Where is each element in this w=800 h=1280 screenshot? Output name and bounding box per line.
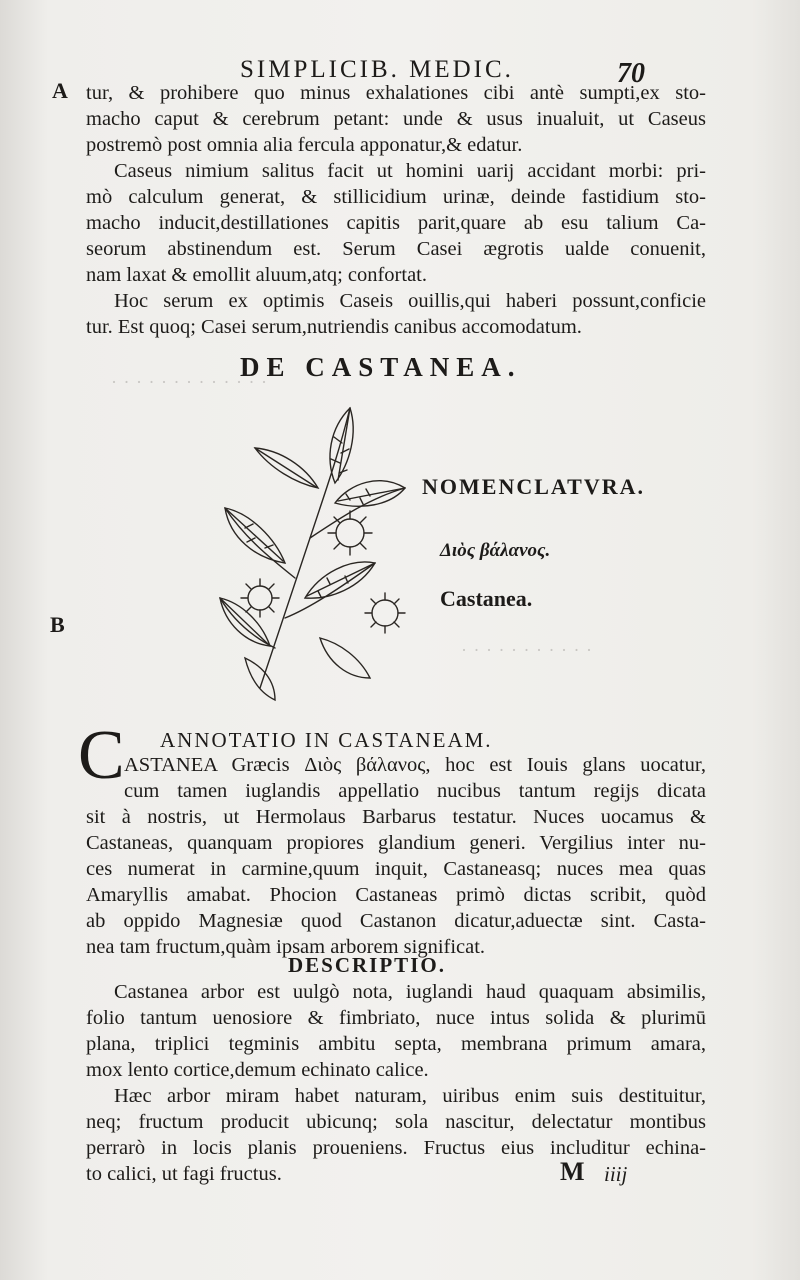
greek-name: Διὸς βάλανος. bbox=[440, 540, 551, 561]
text-line: ASTANEA Græcis Διὸς βάλανος, hoc est Iouis glans uocatur, bbox=[124, 754, 706, 776]
text-line: tur, & prohibere quo minus exhalationes cibi antè sumpti,ex sto- bbox=[86, 82, 706, 104]
show-through-decoration: · · · · · · · · · · · · · bbox=[110, 372, 267, 392]
latin-name: Castanea. bbox=[440, 586, 533, 611]
description-title: DESCRIPTIO. bbox=[288, 953, 446, 977]
text-line: to calici, ut fagi fructus. bbox=[86, 1163, 282, 1185]
annotation-text-block bbox=[86, 752, 706, 960]
text-line: tur. Est quoq; Casei serum,nutriendis canibus accomodatum. bbox=[86, 316, 582, 338]
text-line: seorum abstinendum est. Serum Casei ægrotis ualde conuenit, bbox=[86, 238, 706, 260]
margin-letter-b: B bbox=[50, 612, 65, 637]
text-line: macho caput & cerebrum petant: unde & usus inualuit, ut Caseus bbox=[86, 108, 706, 130]
text-line: folio tantum uenosiore & fimbriato, nuce intus solida & plurimū bbox=[86, 1007, 706, 1029]
castanea-woodcut-illustration bbox=[200, 388, 430, 713]
signature-mark: M bbox=[560, 1157, 585, 1186]
top-text-block bbox=[86, 80, 706, 340]
text-line: neq; fructum producit ubicunq; sola nascitur, delectatur montibus bbox=[86, 1111, 706, 1133]
nomenclature-heading: NOMENCLATVRA. bbox=[422, 474, 645, 499]
text-line: Castaneas, quanquam propiores glandium generi. Vergilius inter nu- bbox=[86, 832, 706, 854]
text-line: nam laxat & emollit aluum,atq; confortat. bbox=[86, 264, 428, 286]
text-line: sit à nostris, ut Hermolaus Barbarus testatur. Nuces uocamus & bbox=[86, 806, 706, 828]
text-line: mox lento cortice,demum echinato calice. bbox=[86, 1059, 429, 1081]
show-through-decoration: · · · · · · · · · · · bbox=[460, 640, 592, 660]
running-head: SIMPLICIB. MEDIC. bbox=[240, 56, 514, 83]
text-line: mò calculum generat, & stillicidium urinæ, deinde fastidium sto- bbox=[86, 186, 706, 208]
text-line: Castanea arbor est uulgò nota, iuglandi haud quaquam absimilis, bbox=[114, 981, 706, 1003]
text-line: ab oppido Magnesiæ quod Castanon dicatur,aduectæ sint. Casta- bbox=[86, 910, 706, 932]
drop-cap: C bbox=[78, 717, 125, 794]
folio-number: 70 bbox=[617, 58, 645, 89]
text-line: perrarò in locis planis proueniens. Fructus eius includitur echina- bbox=[86, 1137, 706, 1159]
text-line: Amaryllis amabat. Phocion Castaneas primò dictas scribit, quòd bbox=[86, 884, 706, 906]
text-line: Hæc arbor miram habet naturam, uiribus enim suis destituitur, bbox=[114, 1085, 706, 1107]
description-text-block bbox=[86, 979, 706, 1187]
text-line: Hoc serum ex optimis Caseis ouillis,qui haberi possunt,conficie bbox=[114, 290, 706, 312]
text-line: macho inducit,destillationes capitis parit,quare ab esu talium Ca- bbox=[86, 212, 706, 234]
text-line: plana, triplici tegminis ambitu septa, membrana primum amara, bbox=[86, 1033, 706, 1055]
annotation-title: ANNOTATIO IN CASTANEAM. bbox=[160, 728, 493, 752]
text-line: cum tamen iuglandis appellatio nucibus tantum regijs dicata bbox=[124, 780, 706, 802]
signature-number: iiij bbox=[604, 1162, 628, 1186]
text-line: nea tam fructum,quàm ipsam arborem significat. bbox=[86, 936, 486, 958]
section-title: DE CASTANEA. bbox=[240, 352, 522, 382]
text-line: postremò post omnia alia fercula apponatur,& edatur. bbox=[86, 134, 523, 156]
text-line: Caseus nimium salitus facit ut homini uarij accidant morbi: pri- bbox=[114, 160, 706, 182]
text-line: ces numerat in carmine,quum inquit, Castaneasq; nuces mea quas bbox=[86, 858, 706, 880]
margin-letter-a: A bbox=[52, 78, 68, 103]
